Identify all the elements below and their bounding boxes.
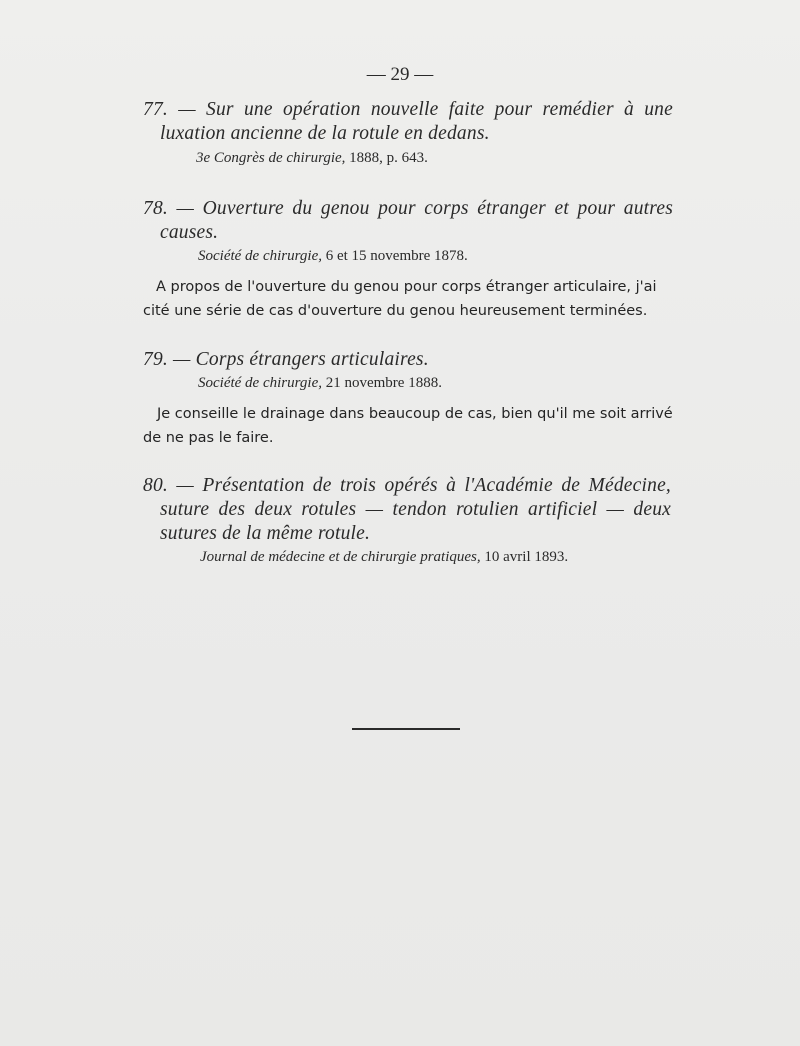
entry-78-source xyxy=(198,248,468,265)
entry-80-source xyxy=(200,549,568,566)
entry-79-body-line-1: Je conseille le drainage dans beaucoup de cas, bien qu'il me soit arrivé xyxy=(157,406,673,422)
entry-79-source xyxy=(198,375,442,392)
entry-77-source-date: 1888, p. 643. xyxy=(345,150,428,166)
entry-80-source-journal: Journal de médecine et de chirurgie pratiques, xyxy=(200,549,481,565)
entry-77-source xyxy=(196,150,428,167)
entry-80-source-date: 10 avril 1893. xyxy=(480,549,569,565)
entry-80-title-line-1: 80. — Présentation de trois opérés à l'Académie de Médecine, xyxy=(143,475,671,496)
entry-79-title xyxy=(143,348,673,372)
entry-77-title xyxy=(143,98,673,146)
entry-77-source-journal: 3e Congrès de chirurgie, xyxy=(196,150,346,166)
entry-79-source-date: 21 novembre 1888. xyxy=(321,375,442,391)
entry-80-title xyxy=(143,474,671,546)
entry-79-source-journal: Société de chirurgie, xyxy=(198,375,322,391)
entry-79-body-line-2: de ne pas le faire. xyxy=(143,430,274,446)
entry-80-title-line-3: sutures de la même rotule. xyxy=(160,523,371,544)
entry-79-title-line-1: 79. — Corps étrangers articulaires. xyxy=(143,349,429,370)
entry-77-title-line-1: 77. — Sur une opération nouvelle faite pour remédier à une xyxy=(143,99,673,120)
entry-77-title-line-2: luxation ancienne de la rotule en dedans. xyxy=(160,123,490,144)
entry-78-title-line-2: causes. xyxy=(160,222,219,243)
page-number: — 29 — xyxy=(366,64,434,85)
entry-78-source-journal: Société de chirurgie, xyxy=(198,248,322,264)
closing-rule xyxy=(352,728,460,730)
entry-79-body xyxy=(143,402,673,450)
entry-78-body-line-1: A propos de l'ouverture du genou pour corps étranger articulaire, j'ai xyxy=(156,279,657,295)
entry-80-title-line-2: suture des deux rotules — tendon rotulien artificiel — deux xyxy=(160,499,671,520)
entry-78-title-line-1: 78. — Ouverture du genou pour corps étranger et pour autres xyxy=(143,198,673,219)
entry-78-source-date: 6 et 15 novembre 1878. xyxy=(321,248,468,264)
entry-78-body-line-2: cité une série de cas d'ouverture du genou heureusement terminées. xyxy=(143,303,648,319)
entry-78-title xyxy=(143,197,673,245)
entry-78-body xyxy=(143,275,668,323)
